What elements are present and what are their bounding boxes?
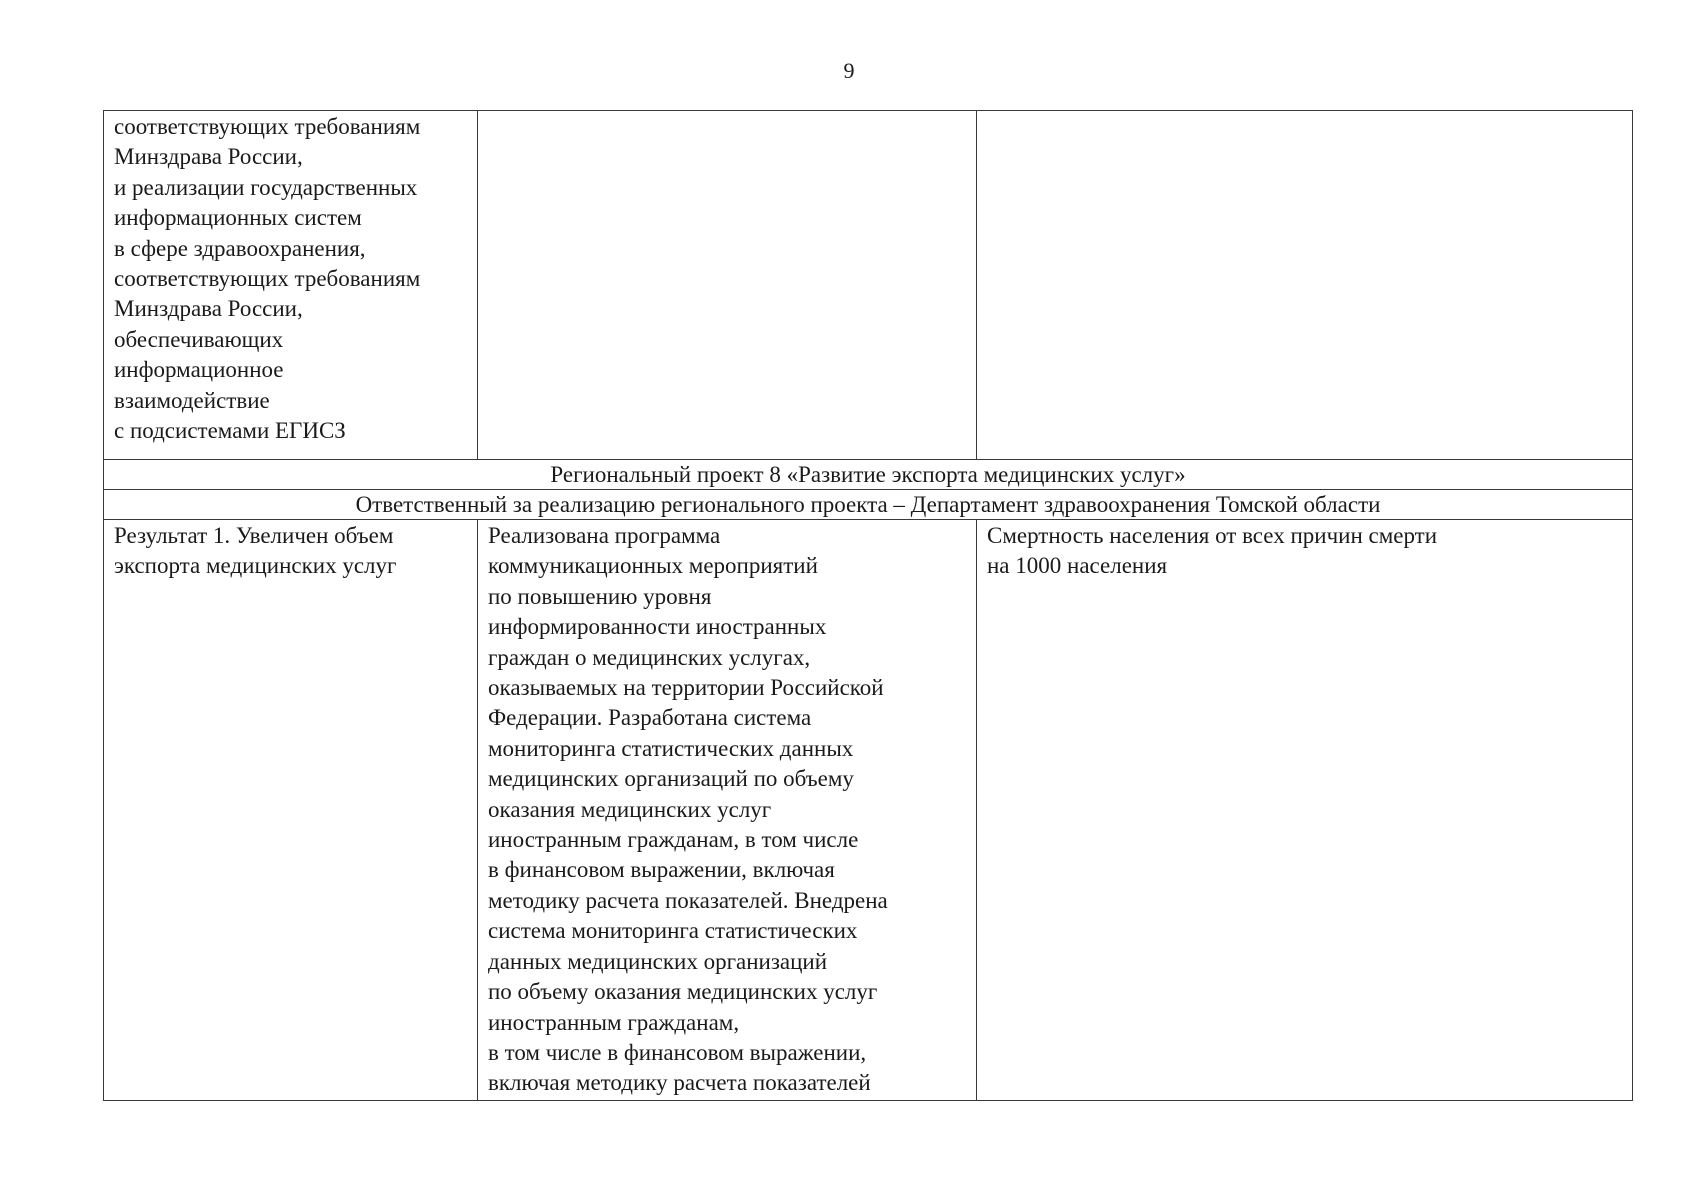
page-number: 9 bbox=[843, 58, 855, 83]
regional-project-header: Региональный проект 8 «Развитие экспорта медицинских услуг» bbox=[104, 460, 1633, 490]
responsible-party-header: Ответственный за реализацию регионального проекта – Департамент здравоохранения Томской области bbox=[104, 490, 1633, 520]
continued-empty-cell-3 bbox=[977, 111, 1633, 460]
document-table bbox=[103, 110, 1633, 1101]
table-row-result bbox=[104, 520, 1633, 1101]
result-description-cell: Реализована программа коммуникационных мероприятий по повышению уровня информированности иностранных граждан о медицинских услугах, оказываемых на территории Российской Федерации. Разработана система мониторинга статистических данных медицинских организаций по объему оказания медицинских услуг иностранным гражданам, в том числе в финансовом выражении, включая методику расчета показателей. Внедрена система мониторинга статистических данных медицинских организаций по объему оказания медицинских услуг иностранным гражданам, в том числе в финансовом выражении, включая методику расчета показателей bbox=[478, 520, 977, 1101]
table-row-responsible-header bbox=[104, 490, 1633, 520]
table-row-continued bbox=[104, 111, 1633, 460]
continued-requirements-cell: соответствующих требованиям Минздрава России, и реализации государственных информационных систем в сфере здравоохранения, соответствующих требованиям Минздрава России, обеспечивающих информационное взаимодействие с подсистемами ЕГИСЗ bbox=[104, 111, 478, 460]
table-row-project-header bbox=[104, 460, 1633, 490]
continued-empty-cell-2 bbox=[478, 111, 977, 460]
result-name-cell: Результат 1. Увеличен объем экспорта медицинских услуг bbox=[104, 520, 478, 1101]
result-indicator-cell: Смертность населения от всех причин смерти на 1000 населения bbox=[977, 520, 1633, 1101]
